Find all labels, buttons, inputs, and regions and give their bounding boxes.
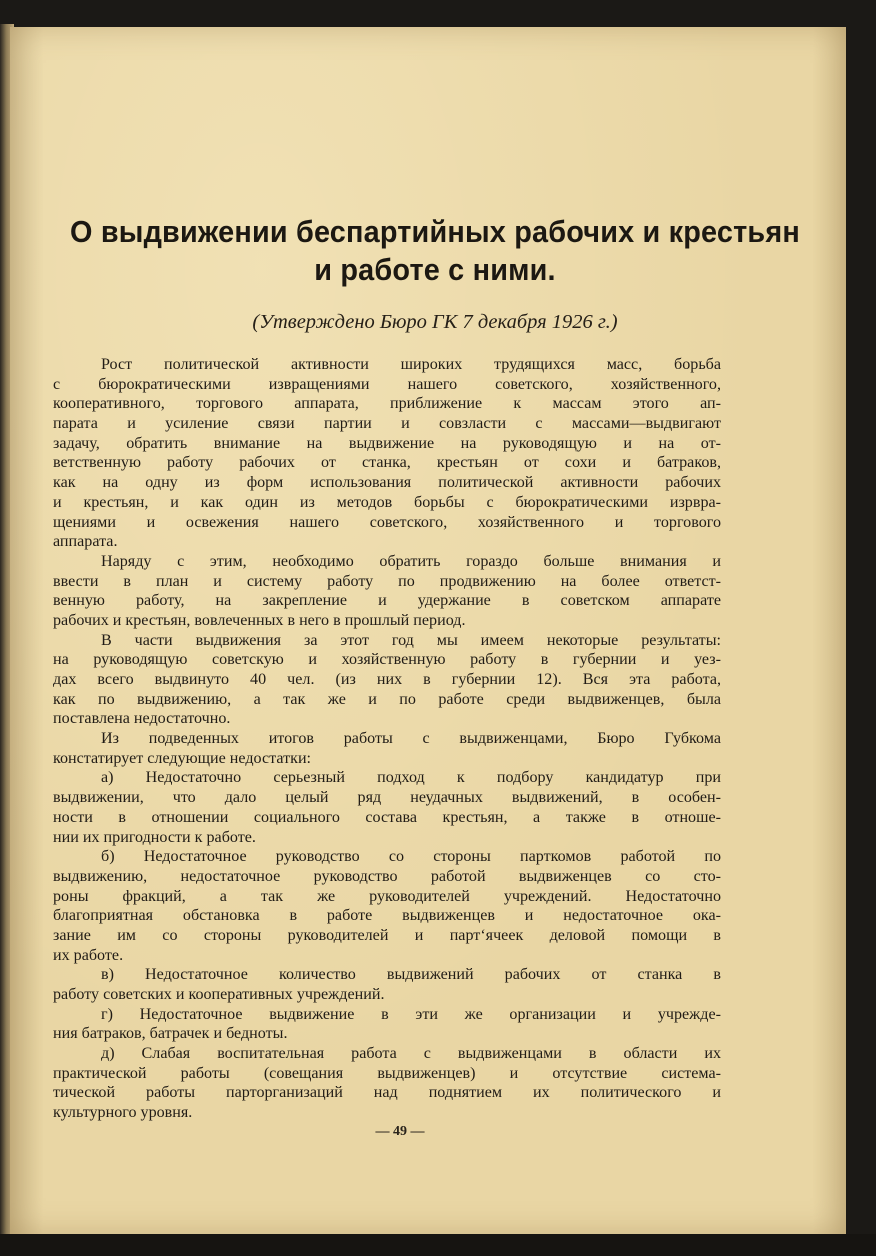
scan-bottom-edge [0,1234,876,1256]
text-line: щениями и освежения нашего советского, хозяйственного и торгового [53,513,721,531]
text-line: Наряду с этим, необходимо обратить гораздо больше внимания и [101,552,721,570]
text-line: ввести в план и систему работу по продвижению на более ответст- [53,572,721,590]
text-line: зание им со стороны руководителей и парт‘ячеек деловой помощи в [53,926,721,944]
text-line: Из подведенных итогов работы с выдвиженцами, Бюро Губкома [101,730,721,748]
text-line: ности в отношении социального состава крестьян, а также в отноше- [53,808,721,826]
text-line: культурного уровня. [53,1104,193,1122]
page-number: — 49 — [375,1124,425,1139]
text-line: и крестьян, и как один из методов борьбы с бюрократическими изрвра- [53,493,721,511]
text-line: Рост политической активности широких трудящихся масс, борьба [101,356,721,373]
text-line: рабочих и крестьян, вовлеченных в него в прошлый период. [53,611,466,629]
text-line: аппарата. [53,533,118,551]
document-title [68,213,803,289]
text-line: поставлена недостаточно. [53,710,231,728]
text-line: д) Слабая воспитательная работа с выдвиженцами в области их [101,1045,721,1063]
text-line: роны фракций, а так же руководителей учреждений. Недостаточно [53,887,721,905]
text-line: констатирует следующие недостатки: [53,749,312,767]
text-line: кооперативного, торгового аппарата, приближение к массам этого ап- [53,395,721,413]
approval-note: (Утверждено Бюро ГК 7 декабря 1926 г.) [252,311,618,333]
text-line: благоприятная обстановка в работе выдвиженцев и недостаточное ока- [53,907,721,925]
text-line: выдвижению, недостаточное руководство работой выдвиженцев со сто- [53,867,721,885]
title-line: О выдвижении беспартийных рабочих и крестьян [70,214,800,249]
text-line: б) Недостаточное руководство со стороны парткомов работой по [101,848,721,866]
text-line: как по выдвижению, а так же и по работе среди выдвиженцев, была [53,690,721,708]
text-line: практической работы (совещания выдвиженцев) и отсутствие система- [53,1064,721,1082]
text-line: работу советских и кооперативных учреждений. [53,986,385,1003]
text-line: ния батраков, батрачек и бедноты. [53,1025,288,1043]
text-line: выдвижении, что дало целый ряд неудачных выдвижений, в особен- [53,789,721,807]
text-line: в) Недостаточное количество выдвижений рабочих от станка в [101,966,721,984]
text-line: ветственную работу рабочих от станка, крестьян от сохи и батраков, [53,454,721,472]
text-line: а) Недостаточно серьезный подход к подбору кандидатур при [101,769,721,787]
text-line: тической работы парторганизаций над поднятием их политического и [53,1084,721,1102]
text-line: г) Недостаточное выдвижение в эти же организации и учрежде- [101,1005,721,1023]
text-line: нии их пригодности к работе. [53,828,256,846]
text-line: венную работу, на закрепление и удержание в советском аппарате [53,592,721,610]
title-line: и работе с ними. [314,252,556,287]
text-line: дах всего выдвинуто 40 чел. (из них в губернии 12). Вся эта работа, [53,671,721,688]
text-line: как на одну из форм использования политической активности рабочих [53,474,721,492]
text-line: с бюрократическими извращениями нашего советского, хозяйственного, [53,375,721,393]
text-line: их работе. [53,946,124,964]
text-line: на руководящую советскую и хозяйственную работу в губернии и уез- [53,651,721,669]
body-text [53,355,721,1123]
text-line: В части выдвижения за этот год мы имеем некоторые результаты: [101,631,721,649]
text-line: задачу, обратить внимание на выдвижение на руководящую и на от- [53,434,721,452]
text-line: парата и усиление связи партии и совзласти с массами—выдвигают [53,415,721,433]
